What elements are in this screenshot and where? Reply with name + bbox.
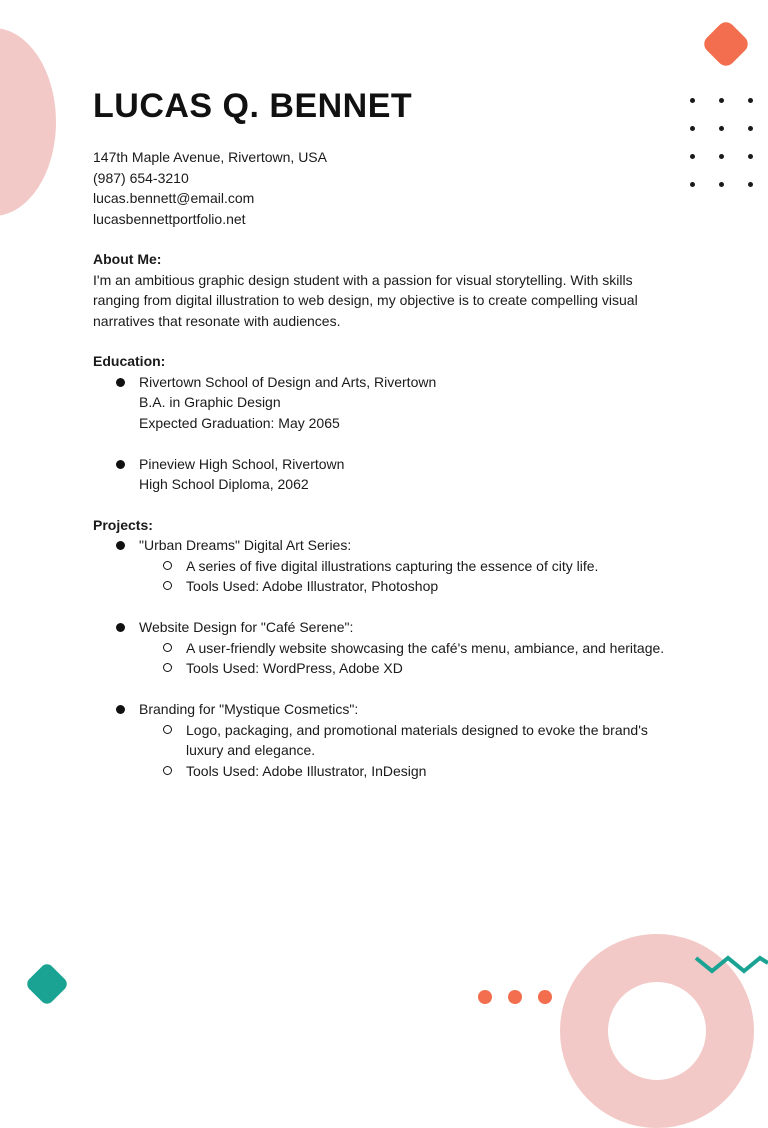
about-title: About Me:	[93, 251, 162, 267]
education-entry	[93, 454, 673, 495]
resume-page	[93, 86, 673, 781]
education-entry	[93, 372, 673, 434]
about-text: I'm an ambitious graphic design student with a passion for visual storytelling. With skills ranging from digital illustration to web design, my objective is to create compelling visual narratives that resonate with audiences.	[93, 271, 638, 329]
projects-list	[93, 535, 673, 781]
project-details	[139, 720, 673, 782]
projects-title: Projects:	[93, 516, 153, 533]
candidate-name: LUCAS Q. BENNET	[93, 87, 413, 125]
education-degree: High School Diploma, 2062	[139, 476, 309, 492]
project-detail: Tools Used: Adobe Illustrator, InDesign	[139, 761, 673, 782]
project-name: Branding for "Mystique Cosmetics":	[139, 701, 359, 717]
project-entry	[93, 699, 673, 781]
contact-email: lucas.bennett@email.com	[93, 190, 255, 206]
education-list	[93, 372, 673, 495]
project-detail: Tools Used: WordPress, Adobe XD	[139, 658, 673, 679]
project-detail: Tools Used: Adobe Illustrator, Photoshop	[139, 576, 673, 597]
orange-diamond-decoration	[701, 19, 752, 70]
contact-block	[93, 147, 673, 229]
project-entry	[93, 535, 673, 597]
pink-half-circle-decoration	[0, 28, 56, 216]
education-school: Pineview High School, Rivertown	[139, 455, 345, 472]
dot-grid-decoration	[686, 96, 756, 192]
education-degree: B.A. in Graphic Design	[139, 394, 281, 410]
teal-zigzag-decoration	[694, 950, 768, 980]
education-school: Rivertown School of Design and Arts, Rivertown	[139, 373, 437, 390]
project-detail: Logo, packaging, and promotional materials designed to evoke the brand's luxury and elegance.	[139, 720, 673, 761]
contact-address: 147th Maple Avenue, Rivertown, USA	[93, 149, 327, 165]
project-detail: A series of five digital illustrations capturing the essence of city life.	[139, 556, 673, 577]
contact-phone: (987) 654-3210	[93, 169, 189, 186]
project-details	[139, 638, 673, 679]
project-name: Website Design for "Café Serene":	[139, 619, 354, 635]
education-graduation: Expected Graduation: May 2065	[139, 414, 340, 431]
project-detail: A user-friendly website showcasing the café's menu, ambiance, and heritage.	[139, 638, 673, 659]
project-details	[139, 556, 673, 597]
project-name: "Urban Dreams" Digital Art Series:	[139, 537, 352, 553]
contact-website: lucasbennettportfolio.net	[93, 210, 246, 227]
project-entry	[93, 617, 673, 679]
education-title: Education:	[93, 353, 166, 369]
teal-diamond-decoration	[24, 961, 69, 1006]
